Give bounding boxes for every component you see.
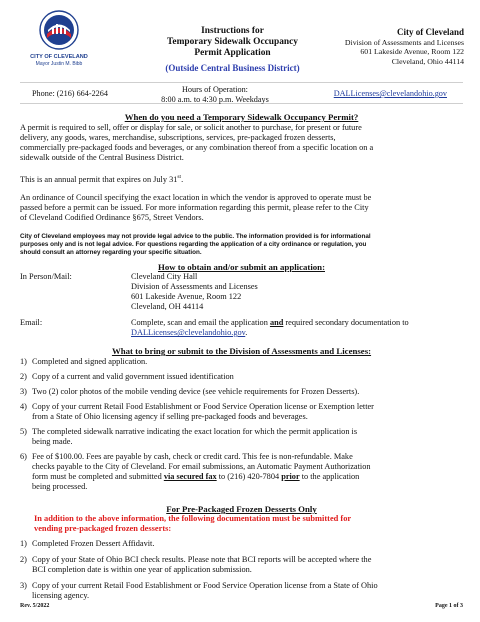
phone-number: Phone: (216) 664-2264	[32, 89, 108, 98]
list-text-line: The completed sidewalk narrative indicating the exact location for which the permit application is	[32, 427, 358, 436]
office-address	[284, 27, 464, 66]
in-person-address	[131, 272, 258, 312]
email-text: Complete, scan and email the application	[131, 318, 270, 327]
legal-disclaimer	[20, 233, 463, 257]
title-line-2: Temporary Sidewalk Occupancy	[167, 37, 298, 48]
office-street: 601 Lakeside Avenue, Room 122	[360, 47, 464, 57]
list-text	[32, 402, 462, 422]
email-text-emphasis: and	[269, 318, 284, 327]
notice-line: In addition to the above information, the following documentation must be submitted for	[34, 514, 352, 523]
email-text: .	[245, 328, 248, 338]
fee-text: form must be completed and submitted	[32, 472, 164, 482]
paragraph-line: delivery, any goods, wares, merchandise, subscriptions, services, pre-packaged frozen desserts,	[20, 133, 336, 143]
list-text	[32, 581, 462, 601]
paragraph-line: An ordinance of Council specifying the exact location in which the vendor is approved to operate must be	[20, 193, 372, 202]
office-city-state: Cleveland, Ohio 44114	[391, 56, 464, 66]
list-text-line: from a State of Ohio licensing agency if selling pre-packaged foods and beverages.	[32, 412, 308, 422]
in-person-mail-row	[20, 272, 463, 324]
ordinance-paragraph	[20, 193, 463, 223]
disclaimer-line: should consult an attorney regarding your specific situation.	[20, 248, 202, 256]
office-city: City of Cleveland	[397, 27, 464, 37]
title-line-1: Instructions for	[201, 26, 264, 36]
frozen-desserts-notice	[20, 514, 463, 535]
email-label: Email:	[20, 318, 43, 327]
list-text-line: BCI completion date is within one year of application submission.	[32, 565, 252, 575]
contact-email-link[interactable]: DALLicenses@clevelandohio.gov	[333, 89, 447, 98]
hours-label: Hours of Operation:	[182, 85, 248, 94]
disclaimer-line: purposes only and is not legal advice. For questions regarding the application of a city ordinance or regulation, you	[20, 240, 367, 248]
list-text: Two (2) color photos of the mobile vending device (see vehicle requirements for Frozen Desserts).	[32, 387, 360, 396]
permit-requirement-paragraph	[20, 123, 463, 163]
paragraph-line: of Cleveland Codified Ordinance §675, Street Vendors.	[20, 213, 204, 223]
list-text-line: Fee of $100.00. Fees are payable by cash, check or credit card. This fee is non-refundable. Make	[32, 452, 353, 461]
list-text-line: Copy of your current Retail Food Establishment or Food Service Operation license from a State of Ohio	[32, 581, 378, 590]
list-text-line: licensing agency.	[32, 591, 90, 601]
paragraph-text: This is an annual permit that expires on July 31	[20, 174, 178, 184]
section-heading-what-to-bring: What to bring or submit to the Division of Assessments and Licenses:	[111, 346, 372, 356]
email-text: required secondary documentation to	[283, 318, 409, 327]
list-number: 2)	[20, 372, 27, 381]
logo-city-name: CITY OF CLEVELAND	[30, 54, 88, 60]
fee-text: to the application	[299, 472, 360, 482]
list-text	[32, 427, 462, 447]
list-text: Copy of a current and valid government issued identification	[32, 372, 234, 381]
logo-mayor-name: Mayor Justin M. Bibb	[35, 60, 83, 67]
address-line: Cleveland, OH 44114	[131, 302, 204, 312]
section-heading-when: When do you need a Temporary Sidewalk Occupancy Permit?	[124, 112, 359, 122]
list-number: 1)	[20, 539, 27, 548]
hours-of-operation	[156, 85, 274, 105]
city-logo	[18, 10, 100, 67]
list-text-line: checks payable to the City of Cleveland. For email submissions, an Automatic Payment Authorization	[32, 462, 371, 472]
list-text-line: Copy of your State of Ohio BCI check results. Please note that BCI reports will be accepted where the	[32, 555, 372, 564]
paragraph-line: A permit is required to sell, offer or display for sale, or solicit another to purchase, for present or future	[20, 123, 362, 132]
section-heading-frozen-desserts: For Pre-Packaged Frozen Desserts Only	[166, 504, 317, 514]
list-number: 5)	[20, 427, 27, 436]
paragraph-line: sidewalk outside of the Central Business District.	[20, 153, 184, 163]
list-number: 4)	[20, 402, 27, 411]
frozen-desserts-list	[20, 539, 463, 599]
city-seal-icon	[39, 10, 79, 50]
list-number: 2)	[20, 555, 27, 564]
page-number: Page 1 of 3	[435, 603, 463, 609]
disclaimer-line: City of Cleveland employees may not provide legal advice to the public. The information provided is for informational	[20, 233, 371, 240]
address-line: Cleveland City Hall	[131, 272, 198, 281]
requirements-list	[20, 357, 463, 492]
submission-email-link[interactable]: DALLicenses@clevelandohio.gov	[131, 328, 246, 338]
list-text-line: being made.	[32, 437, 73, 447]
paragraph-line: passed before a permit can be issued. For more information regarding this permit, please refer to the City	[20, 203, 369, 213]
list-number: 3)	[20, 581, 27, 590]
document-subtitle: (Outside Central Business District)	[165, 63, 300, 73]
title-line-3: Permit Application	[194, 48, 271, 59]
list-number: 3)	[20, 387, 27, 396]
in-person-label: In Person/Mail:	[20, 272, 72, 281]
superscript: st	[177, 174, 182, 180]
section-heading-how: How to obtain and/or submit an application:	[157, 262, 325, 272]
revision-date: Rev. 5/2022	[20, 603, 50, 609]
list-text-line: being processed.	[32, 482, 88, 492]
email-row	[20, 318, 463, 342]
list-text-line	[32, 472, 462, 482]
paragraph-line: commercially pre-packaged foods and beverages, or any combination thereof from a specific location on a	[20, 143, 374, 153]
list-number: 1)	[20, 357, 27, 366]
list-text-line: Copy of your current Retail Food Establishment or Food Service Operation license or Exemption letter	[32, 402, 374, 411]
annual-permit-paragraph	[20, 174, 463, 185]
fee-text: to (216) 420-7804	[216, 472, 282, 482]
list-text	[32, 452, 462, 492]
address-line: Division of Assessments and Licenses	[131, 282, 258, 292]
list-text	[32, 555, 462, 575]
address-line: 601 Lakeside Avenue, Room 122	[131, 292, 242, 302]
hours-value: 8:00 a.m. to 4:30 p.m. Weekdays	[161, 94, 269, 104]
email-instructions	[131, 318, 463, 338]
paragraph-text: .	[181, 174, 184, 184]
fee-text-emphasis: via secured fax	[163, 472, 217, 482]
list-text: Completed Frozen Dessert Affidavit.	[32, 539, 155, 548]
notice-line: vending pre-packaged frozen desserts:	[34, 524, 172, 534]
contact-bar	[20, 82, 463, 104]
office-division: Division of Assessments and Licenses	[344, 37, 464, 47]
fee-text-emphasis: prior	[281, 472, 300, 482]
list-number: 6)	[20, 452, 27, 461]
list-text: Completed and signed application.	[32, 357, 148, 366]
